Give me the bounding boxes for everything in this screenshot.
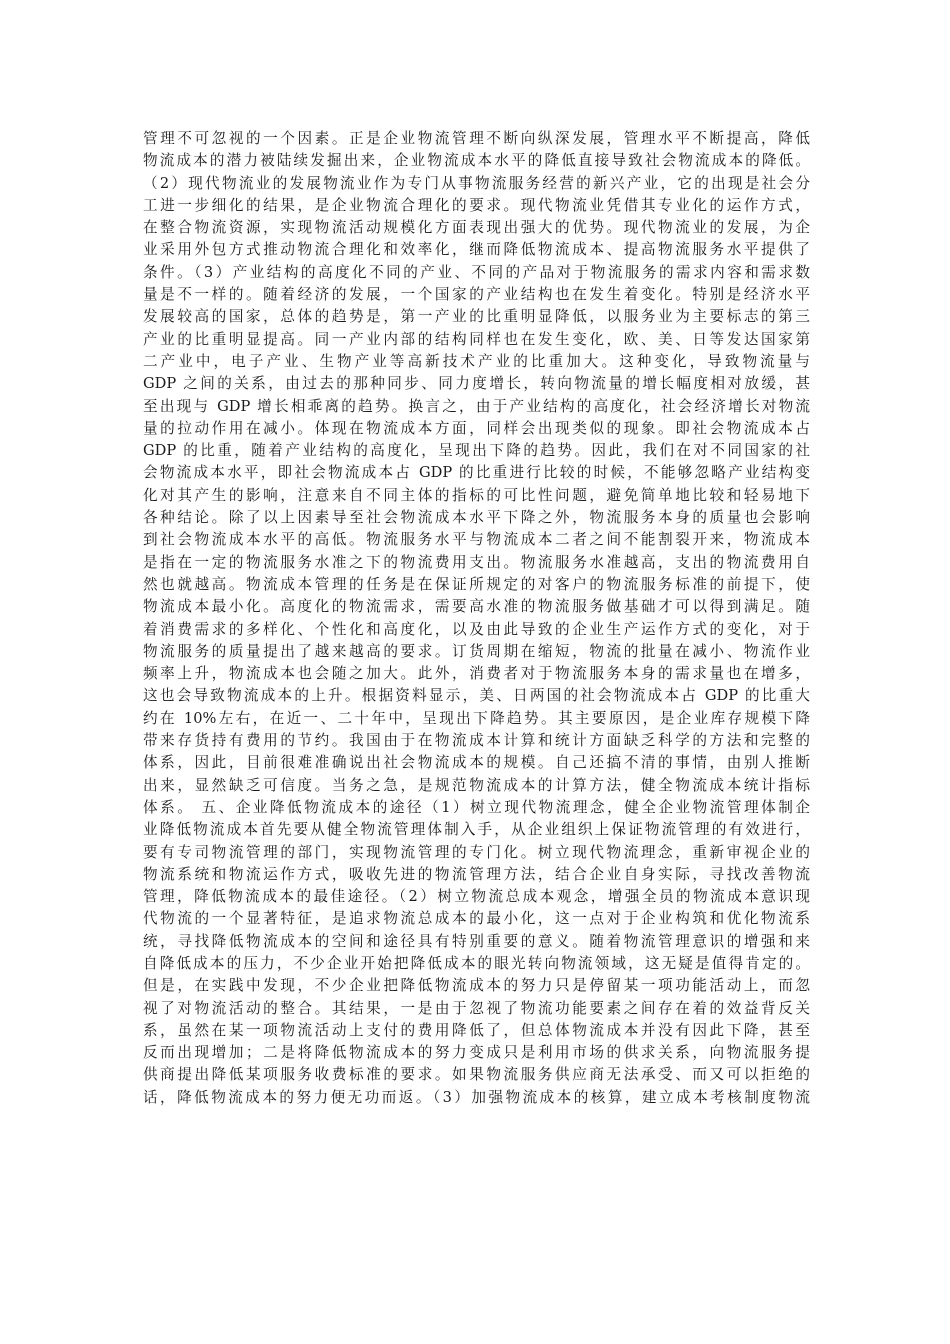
text-line: 物流系统和物流运作方式，吸收先进的物流管理方法，结合企业自身实际，寻找改善物流 — [143, 865, 810, 883]
text-line: 产业的比重明显提高。同一产业内部的结构同样也在发生变化，欧、美、日等发达国家第 — [143, 330, 810, 348]
text-line: 各种结论。除了以上因素导至社会物流成本水平下降之外，物流服务本身的质量也会影响 — [143, 509, 810, 527]
text-line: 到社会物流成本水平的高低。物流服务水平与物流成本二者之间不能割裂开来，物流成本 — [143, 531, 810, 549]
text-line: 管理，降低物流成本的最佳途径。（2）树立物流总成本观念，增强全员的物流成本意识现 — [143, 888, 810, 906]
text-line: 话，降低物流成本的努力便无功而返。（3）加强物流成本的核算，建立成本考核制度物流 — [143, 1088, 810, 1106]
text-line: 系，虽然在某一项物流活动上支付的费用降低了，但总体物流成本并没有因此下降，甚至 — [143, 1021, 810, 1039]
text-line: 二产业中，电子产业、生物产业等高新技术产业的比重加大。这种变化，导致物流量与 — [143, 352, 810, 370]
text-line: 量是不一样的。随着经济的发展，一个国家的产业结构也在发生着变化。特别是经济水平 — [143, 286, 810, 304]
text-line: 带来存货持有费用的节约。我国由于在物流成本计算和统计方面缺乏科学的方法和完整的 — [143, 732, 810, 750]
text-line: 供商提出降低某项服务收费标准的要求。如果物流服务供应商无法承受、而又可以拒绝的 — [143, 1066, 810, 1084]
text-line: 视了对物流活动的整合。其结果，一是由于忽视了物流功能要素之间存在着的效益背反关 — [143, 999, 810, 1017]
text-line: 着消费需求的多样化、个性化和高度化，以及由此导致的企业生产运作方式的变化，对于 — [143, 620, 810, 638]
text-line: 自降低成本的压力，不少企业开始把降低成本的眼光转向物流领域，这无疑是值得肯定的。 — [143, 954, 810, 972]
text-line: 业降低物流成本首先要从健全物流管理体制入手，从企业组织上保证物流管理的有效进行， — [143, 821, 810, 839]
text-line: 工进一步细化的结果，是企业物流合理化的要求。现代物流业凭借其专业化的运作方式， — [143, 196, 810, 214]
text-line: 统，寻找降低物流成本的空间和途径具有特别重要的意义。随着物流管理意识的增强和来 — [143, 932, 810, 950]
text-line: 化对其产生的影响，注意来自不同主体的指标的可比性问题，避免简单地比较和轻易地下 — [143, 486, 810, 504]
text-line: 然也就越高。物流成本管理的任务是在保证所规定的对客户的物流服务标准的前提下，使 — [143, 575, 810, 593]
text-line: 出来，显然缺乏可信度。当务之急，是规范物流成本的计算方法，健全物流成本统计指标 — [143, 776, 810, 794]
text-line: 是指在一定的物流服务水准之下的物流费用支出。物流服务水准越高，支出的物流费用自 — [143, 553, 810, 571]
text-line: 物流成本最小化。高度化的物流需求，需要高水准的物流服务做基础才可以得到满足。随 — [143, 598, 810, 616]
text-line: （2）现代物流业的发展物流业作为专门从事物流服务经营的新兴产业，它的出现是社会分 — [143, 174, 810, 192]
text-line: 在整合物流资源，实现物流活动规模化方面表现出强大的优势。现代物流业的发展，为企 — [143, 219, 810, 237]
text-line: 物流服务的质量提出了越来越高的要求。订货周期在缩短，物流的批量在减小、物流作业 — [143, 642, 810, 660]
text-line: 物流成本的潜力被陆续发掘出来，企业物流成本水平的降低直接导致社会物流成本的降低。 — [143, 152, 810, 170]
text-line: 频率上升，物流成本也会随之加大。此外，消费者对于物流服务本身的需求量也在增多， — [143, 665, 810, 683]
text-line: 业采用外包方式推动物流合理化和效率化，继而降低物流成本、提高物流服务水平提供了 — [143, 241, 810, 259]
text-line: 会物流成本水平，即社会物流成本占 GDP 的比重进行比较的时候，不能够忽略产业结构变 — [143, 464, 810, 482]
text-line: 体系，因此，目前很难准确说出社会物流成本的规模。自己还搞不清的事情，由别人推断 — [143, 754, 810, 772]
text-line: 但是，在实践中发现，不少企业把降低物流成本的努力只是停留某一项功能活动上，而忽 — [143, 977, 810, 995]
text-line: 量的拉动作用在减小。体现在物流成本方面，同样会出现类似的现象。即社会物流成本占 — [143, 419, 810, 437]
text-line: 代物流的一个显著特征，是追求物流总成本的最小化，这一点对于企业构筑和优化物流系 — [143, 910, 810, 928]
body-text — [143, 128, 810, 1109]
text-line: 条件。（3）产业结构的高度化不同的产业、不同的产品对于物流服务的需求内容和需求数 — [143, 263, 810, 281]
text-line: 要有专司物流管理的部门，实现物流管理的专门化。树立现代物流理念，重新审视企业的 — [143, 843, 810, 861]
text-line: 至出现与 GDP 增长相乖离的趋势。换言之，由于产业结构的高度化，社会经济增长对物流 — [143, 397, 810, 415]
text-line: 管理不可忽视的一个因素。正是企业物流管理不断向纵深发展，管理水平不断提高，降低 — [143, 130, 810, 147]
text-line: GDP 之间的关系，由过去的那种同步、同力度增长，转向物流量的增长幅度相对放缓，甚 — [143, 375, 810, 393]
text-line: 发展较高的国家，总体的趋势是，第一产业的比重明显降低，以服务业为主要标志的第三 — [143, 308, 810, 326]
text-line: 这也会导致物流成本的上升。根据资料显示，美、日两国的社会物流成本占 GDP 的比重大 — [143, 687, 810, 705]
text-line: GDP 的比重，随着产业结构的高度化，呈现出下降的趋势。因此，我们在对不同国家的社 — [143, 442, 810, 460]
text-line: 体系。 五、企业降低物流成本的途径（1）树立现代物流理念，健全企业物流管理体制企 — [143, 798, 810, 816]
text-line: 反而出现增加；二是将降低物流成本的努力变成只是利用市场的供求关系，向物流服务提 — [143, 1044, 810, 1062]
text-line: 约在 10%左右，在近一、二十年中，呈现出下降趋势。其主要原因，是企业库存规模下降 — [143, 709, 810, 727]
